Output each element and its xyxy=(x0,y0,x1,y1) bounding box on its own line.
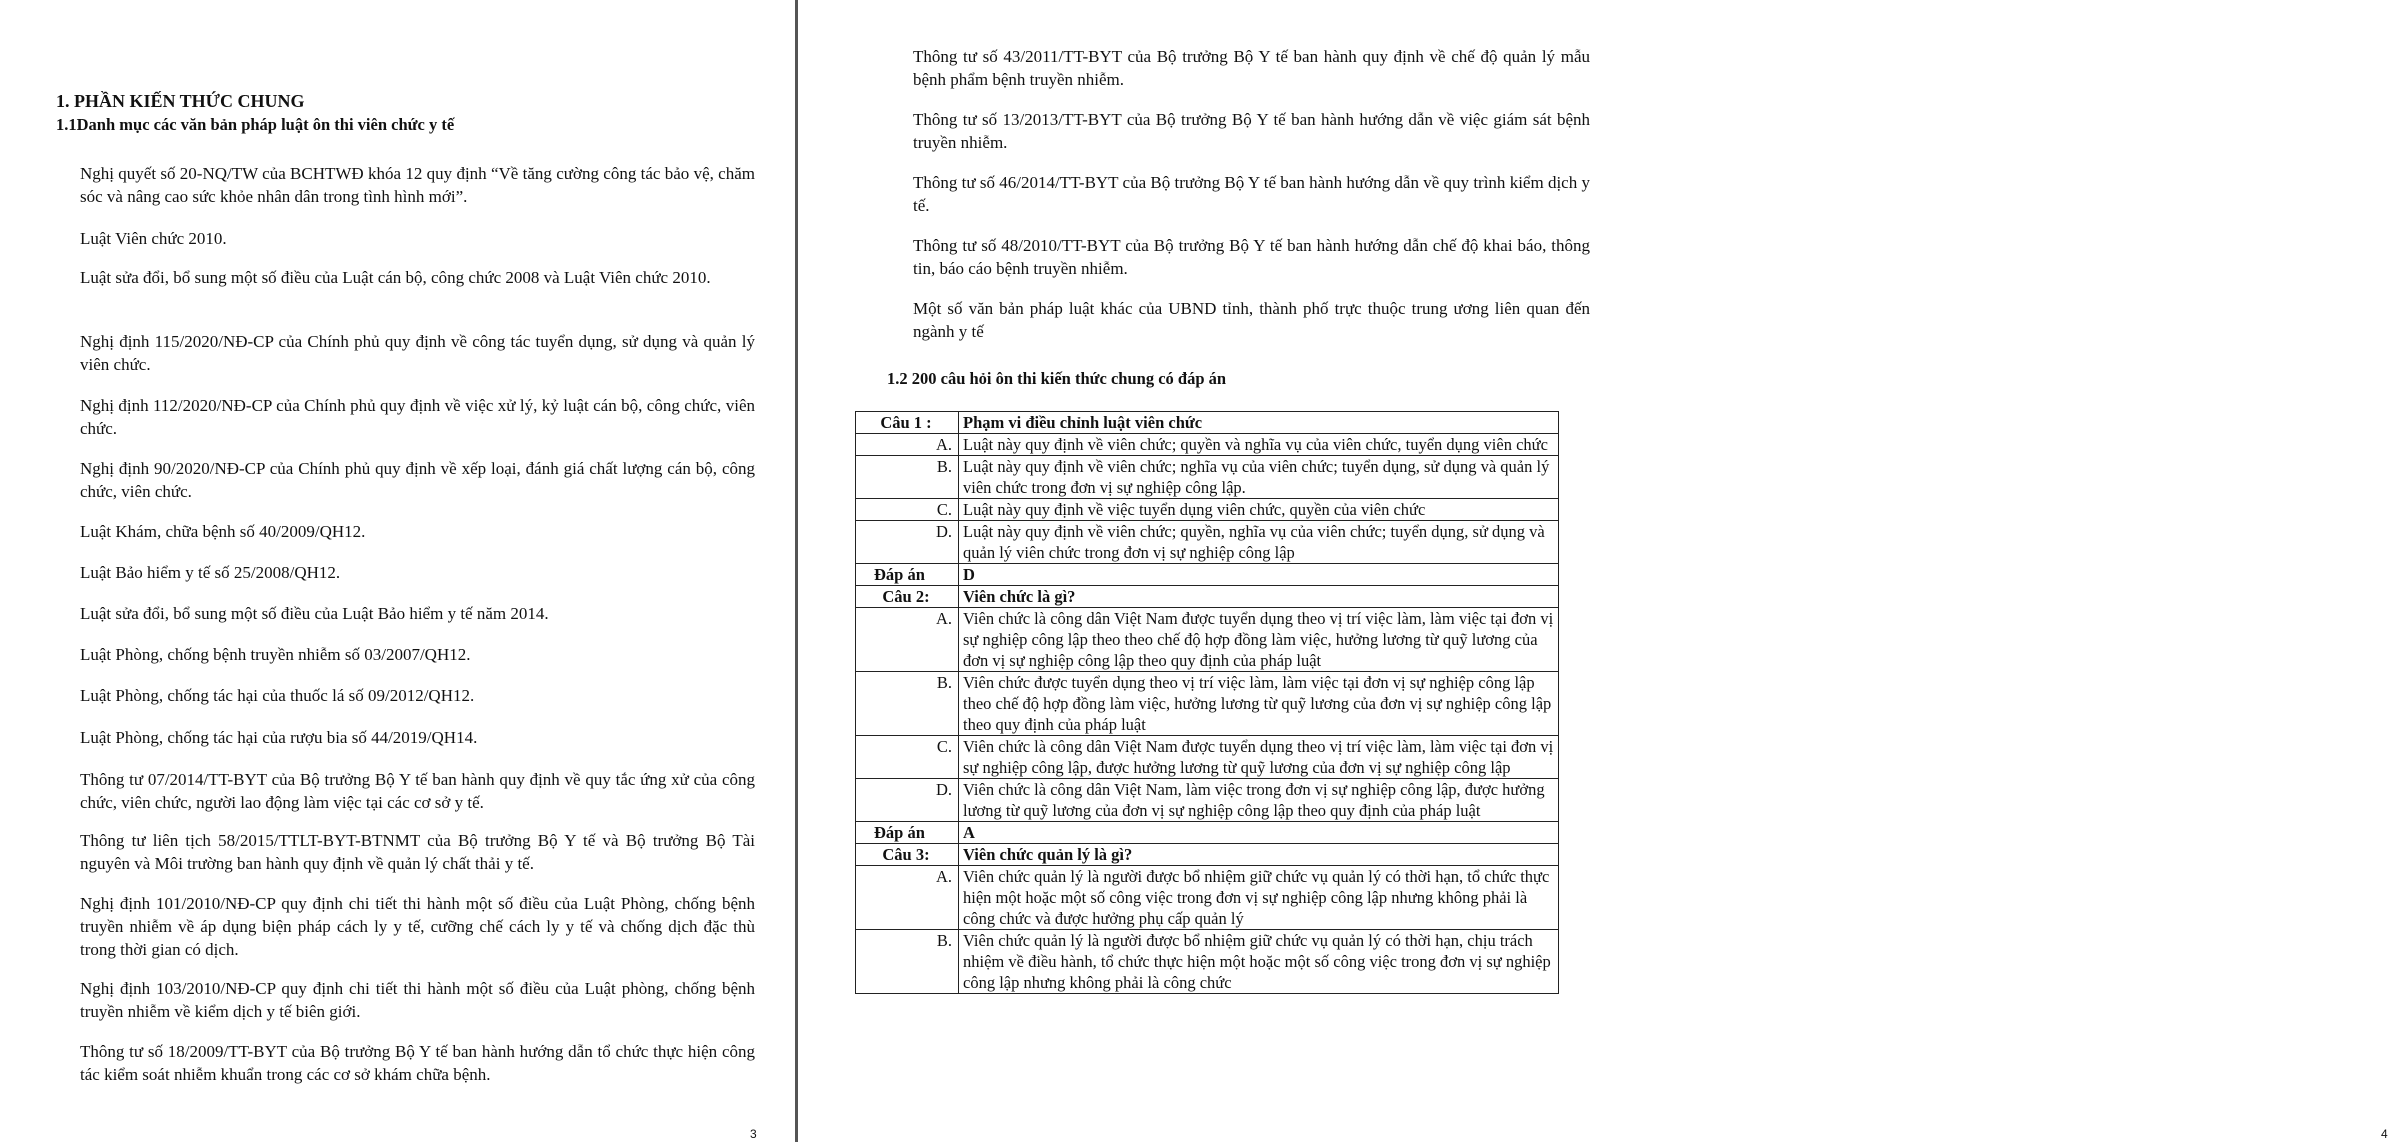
option-text: Luật này quy định về việc tuyển dụng viên chức, quyền của viên chức xyxy=(959,499,1559,521)
law-list-item: Nghị định 90/2020/NĐ-CP của Chính phủ quy định về xếp loại, đánh giá chất lượng cán bộ, công chức, viên chức. xyxy=(80,459,755,501)
law-list-item: Luật sửa đổi, bổ sung một số điều của Luật Bảo hiểm y tế năm 2014. xyxy=(80,604,549,623)
page-number: 3 xyxy=(750,1127,757,1141)
option-text: Luật này quy định về viên chức; quyền và nghĩa vụ của viên chức, tuyển dụng viên chức xyxy=(959,434,1559,456)
option-row xyxy=(856,866,1559,930)
question-text: Viên chức quản lý là gì? xyxy=(959,844,1559,866)
option-row xyxy=(856,672,1559,736)
law-list-item: Luật Phòng, chống tác hại của thuốc lá số 09/2012/QH12. xyxy=(80,686,475,705)
law-list-item: Thông tư số 18/2009/TT-BYT của Bộ trưởng Bộ Y tế ban hành hướng dẫn tổ chức thực hiện công tác kiểm soát nhiễm khuẩn trong các cơ sở khám chữa bệnh. xyxy=(80,1042,755,1084)
option-text: Viên chức là công dân Việt Nam được tuyển dụng theo vị trí việc làm, làm việc tại đơn vị sự nghiệp công lập theo theo chế độ hợp đồng làm việc, hưởng lương từ quỹ lương của đơn vị sự nghiệp công lập theo quy định của pháp luật xyxy=(959,608,1559,672)
answer-row xyxy=(856,564,1559,586)
option-key: B. xyxy=(856,930,959,994)
law-list-item: Nghị định 101/2010/NĐ-CP quy định chi tiết thi hành một số điều của Luật Phòng, chống bệnh truyền nhiễm về áp dụng biện pháp cách ly y tế, cưỡng chế cách ly y tế và chống dịch đặc thù trong thời gian có dịch. xyxy=(80,894,755,959)
question-section-heading: 1.2 200 câu hỏi ôn thi kiến thức chung có đáp án xyxy=(887,369,1227,388)
page-number: 4 xyxy=(2381,1127,2388,1141)
option-text: Viên chức được tuyển dụng theo vị trí việc làm, làm việc tại đơn vị sự nghiệp công lập theo chế độ hợp đồng làm việc, hưởng lương từ quỹ lương của đơn vị sự nghiệp công lập theo quy định của pháp luật xyxy=(959,672,1559,736)
answer-value: D xyxy=(959,564,1559,586)
answer-row xyxy=(856,822,1559,844)
option-text: Luật này quy định về viên chức; nghĩa vụ của viên chức; tuyển dụng, sử dụng và quản lý viên chức trong đơn vị sự nghiệp công lập. xyxy=(959,456,1559,499)
option-text: Viên chức là công dân Việt Nam, làm việc trong đơn vị sự nghiệp công lập, được hưởng lương từ quỹ lương của đơn vị sự nghiệp công lập theo quy định của pháp luật xyxy=(959,779,1559,822)
option-row xyxy=(856,521,1559,564)
option-row xyxy=(856,779,1559,822)
law-list-item: Nghị định 103/2010/NĐ-CP quy định chi tiết thi hành một số điều của Luật phòng, chống bệnh truyền nhiễm về kiểm dịch y tế biên giới. xyxy=(80,979,755,1021)
option-row xyxy=(856,499,1559,521)
question-label: Câu 2: xyxy=(856,586,959,608)
option-key: B. xyxy=(856,456,959,499)
law-list-item: Luật Viên chức 2010. xyxy=(80,229,227,248)
question-table xyxy=(855,411,1559,994)
question-row xyxy=(856,412,1559,434)
option-key: C. xyxy=(856,499,959,521)
option-key: A. xyxy=(856,866,959,930)
question-row xyxy=(856,586,1559,608)
option-text: Viên chức là công dân Việt Nam được tuyển dụng theo vị trí việc làm, làm việc tại đơn vị sự nghiệp công lập, được hưởng lương từ quỹ lương của đơn vị sự nghiệp công lập xyxy=(959,736,1559,779)
answer-label: Đáp án xyxy=(856,564,959,586)
option-row xyxy=(856,736,1559,779)
law-list-item: Thông tư số 13/2013/TT-BYT của Bộ trưởng Bộ Y tế ban hành hướng dẫn về việc giám sát bệnh truyền nhiễm. xyxy=(913,110,1590,152)
question-label: Câu 1 : xyxy=(856,412,959,434)
option-key: A. xyxy=(856,434,959,456)
option-key: A. xyxy=(856,608,959,672)
law-list-item: Nghị quyết số 20-NQ/TW của BCHTWĐ khóa 12 quy định “Về tăng cường công tác bảo vệ, chăm sóc và nâng cao sức khỏe nhân dân trong tình hình mới”. xyxy=(80,164,755,206)
option-row xyxy=(856,456,1559,499)
question-label: Câu 3: xyxy=(856,844,959,866)
law-list-item: Luật sửa đổi, bổ sung một số điều của Luật cán bộ, công chức 2008 và Luật Viên chức 2010. xyxy=(80,268,711,287)
option-key: C. xyxy=(856,736,959,779)
law-list-item: Luật Khám, chữa bệnh số 40/2009/QH12. xyxy=(80,522,366,541)
left-page xyxy=(0,0,795,1142)
law-list-item: Luật Bảo hiểm y tế số 25/2008/QH12. xyxy=(80,563,341,582)
law-list-item: Luật Phòng, chống tác hại của rượu bia số 44/2019/QH14. xyxy=(80,728,478,747)
law-list-item: Nghị định 112/2020/NĐ-CP của Chính phủ quy định về việc xử lý, kỷ luật cán bộ, công chức, viên chức. xyxy=(80,396,755,438)
law-list-item: Thông tư số 48/2010/TT-BYT của Bộ trưởng Bộ Y tế ban hành hướng dẫn chế độ khai báo, thông tin, báo cáo bệnh truyền nhiễm. xyxy=(913,236,1590,278)
option-key: D. xyxy=(856,521,959,564)
page-divider xyxy=(795,0,798,1142)
law-list-item: Thông tư số 43/2011/TT-BYT của Bộ trưởng Bộ Y tế ban hành quy định về chế độ quản lý mẫu bệnh phẩm bệnh truyền nhiễm. xyxy=(913,47,1590,89)
option-text: Viên chức quản lý là người được bổ nhiệm giữ chức vụ quản lý có thời hạn, tổ chức thực hiện một hoặc một số công việc trong đơn vị sự nghiệp công lập nhưng không phải là công chức và được hưởng phụ cấp quản lý xyxy=(959,866,1559,930)
law-list-item: Một số văn bản pháp luật khác của UBND tỉnh, thành phố trực thuộc trung ương liên quan đến ngành y tế xyxy=(913,299,1590,341)
question-text: Phạm vi điều chỉnh luật viên chức xyxy=(959,412,1559,434)
option-text: Viên chức quản lý là người được bổ nhiệm giữ chức vụ quản lý có thời hạn, chịu trách nhiệm về điều hành, tổ chức thực hiện một hoặc một số công việc trong đơn vị sự nghiệp công lập nhưng không phải là công chức xyxy=(959,930,1559,994)
question-row xyxy=(856,844,1559,866)
law-list-item: Thông tư 07/2014/TT-BYT của Bộ trưởng Bộ Y tế ban hành quy định về quy tắc ứng xử của công chức, viên chức, người lao động làm việc tại các cơ sở y tế. xyxy=(80,770,755,812)
option-text: Luật này quy định về viên chức; quyền, nghĩa vụ của viên chức; tuyển dụng, sử dụng và quản lý viên chức trong đơn vị sự nghiệp công lập xyxy=(959,521,1559,564)
law-list-item: Luật Phòng, chống bệnh truyền nhiễm số 03/2007/QH12. xyxy=(80,645,471,664)
section-heading: 1. PHẦN KIẾN THỨC CHUNG xyxy=(56,91,305,111)
option-row xyxy=(856,434,1559,456)
answer-value: A xyxy=(959,822,1559,844)
law-list-item: Nghị định 115/2020/NĐ-CP của Chính phủ quy định về công tác tuyển dụng, sử dụng và quản lý viên chức. xyxy=(80,332,755,374)
law-list-item: Thông tư liên tịch 58/2015/TTLT-BYT-BTNMT của Bộ trưởng Bộ Y tế và Bộ trưởng Bộ Tài nguyên và Môi trường ban hành quy định về quản lý chất thải y tế. xyxy=(80,831,755,873)
answer-label: Đáp án xyxy=(856,822,959,844)
option-key: D. xyxy=(856,779,959,822)
option-key: B. xyxy=(856,672,959,736)
option-row xyxy=(856,930,1559,994)
question-text: Viên chức là gì? xyxy=(959,586,1559,608)
option-row xyxy=(856,608,1559,672)
law-list-item: Thông tư số 46/2014/TT-BYT của Bộ trưởng Bộ Y tế ban hành hướng dẫn về quy trình kiểm dịch y tế. xyxy=(913,173,1590,215)
subsection-heading: 1.1Danh mục các văn bản pháp luật ôn thi viên chức y tế xyxy=(56,115,455,134)
